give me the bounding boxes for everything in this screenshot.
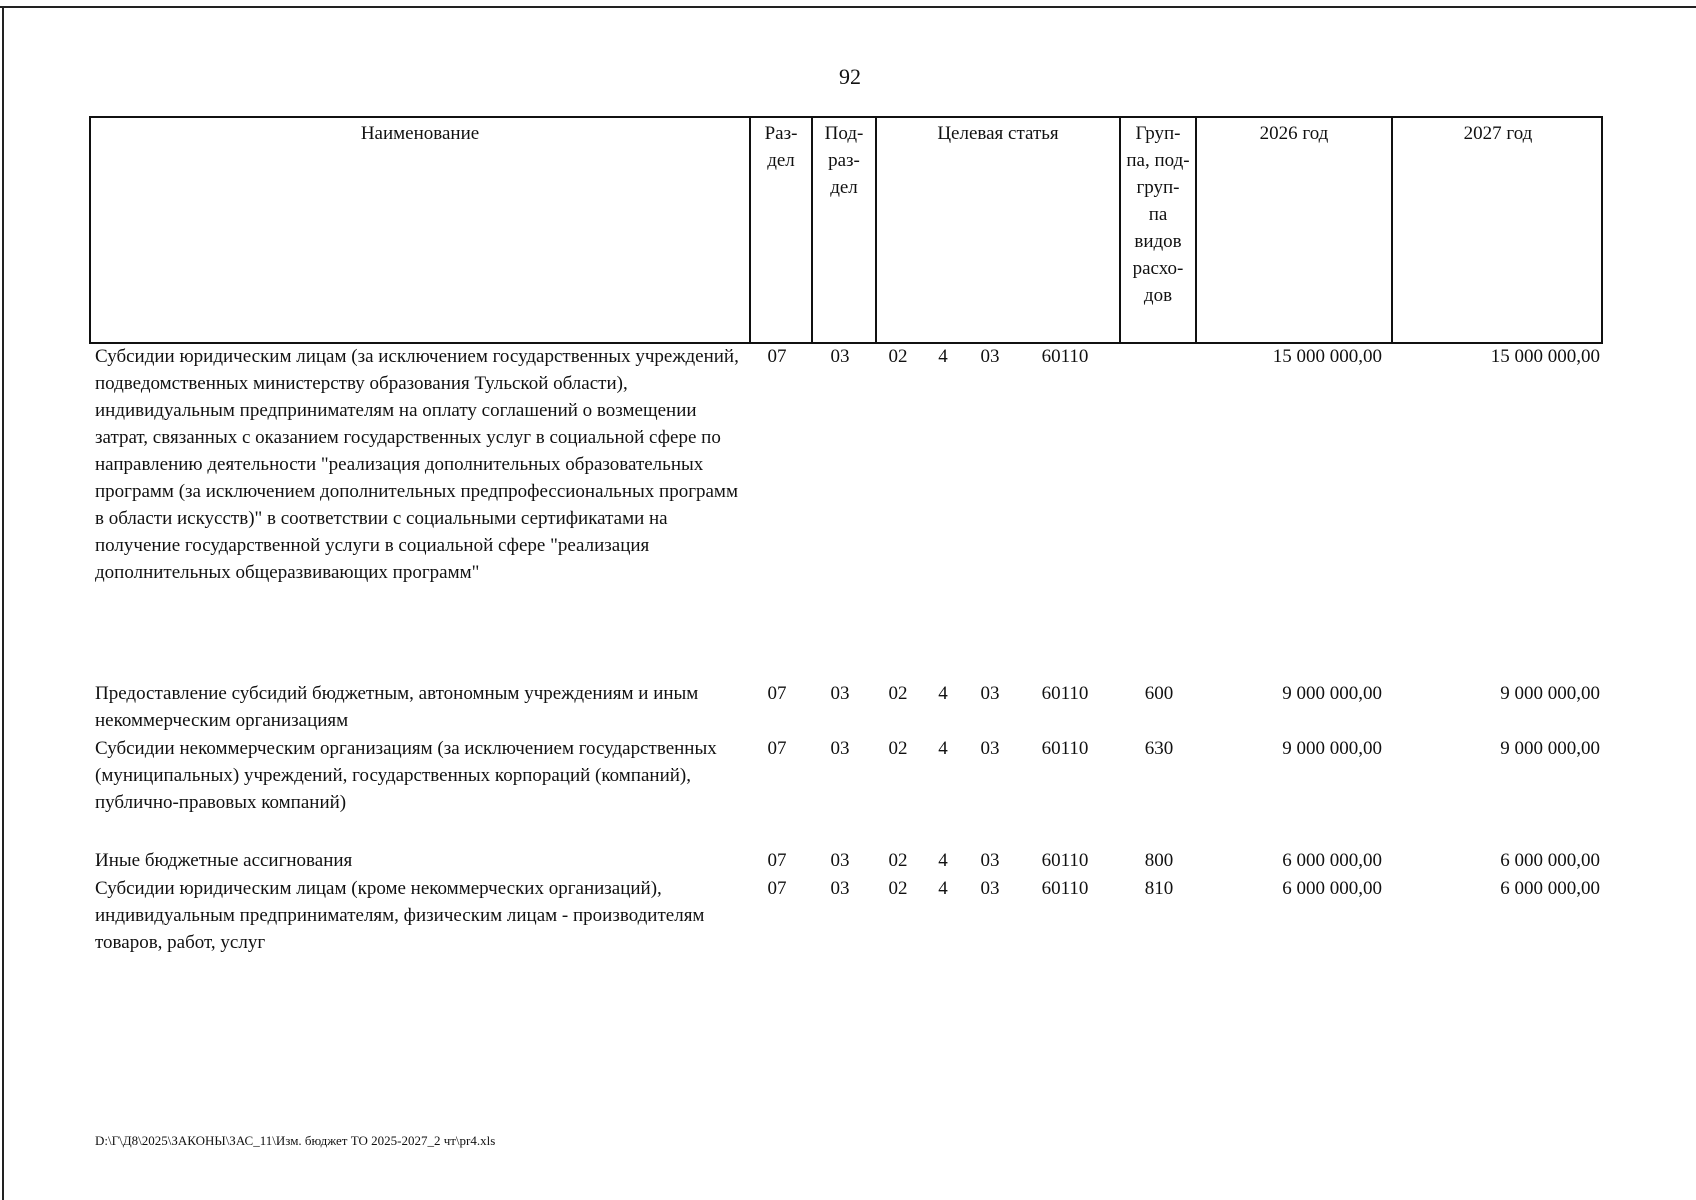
row-2027: 15 000 000,00 [1490, 346, 1600, 367]
row-target-code: 60110 [1041, 346, 1089, 367]
row-podrazdel: 03 [830, 878, 850, 899]
row-target-sub: 03 [980, 738, 1000, 759]
row-2026: 15 000 000,00 [1272, 346, 1382, 367]
row-podrazdel: 03 [830, 346, 850, 367]
row-2026: 9 000 000,00 [1282, 683, 1382, 704]
row-target-program: 02 [888, 878, 908, 899]
page-number: 92 [839, 64, 861, 89]
row-target-sub: 03 [980, 850, 1000, 871]
page-border-top [0, 6, 1696, 8]
row-razdel: 07 [767, 738, 787, 759]
row-target-code: 60110 [1041, 683, 1089, 704]
header-group: Груп- па, под- груп- па видов расхо- дов [1126, 123, 1190, 306]
row-target-sub: 03 [980, 683, 1000, 704]
row-group: 800 [1144, 850, 1174, 871]
row-target-program: 02 [888, 346, 908, 367]
row-target-type: 4 [938, 850, 948, 871]
row-name: Предоставление субсидий бюджетным, автономным учреждениям и иным некоммерческим организациям [95, 683, 699, 731]
row-target-code: 60110 [1041, 738, 1089, 759]
header-2026: 2026 год [1259, 123, 1329, 144]
row-target-type: 4 [938, 346, 948, 367]
row-podrazdel: 03 [830, 738, 850, 759]
row-target-type: 4 [938, 683, 948, 704]
row-podrazdel: 03 [830, 850, 850, 871]
row-target-code: 60110 [1041, 878, 1089, 899]
row-2027: 6 000 000,00 [1500, 850, 1600, 871]
row-razdel: 07 [767, 683, 787, 704]
row-name: Субсидии юридическим лицам (кроме некоммерческих организаций), индивидуальным предпринимателям, физическим лицам - производителям товаров, работ, услуг [95, 878, 705, 953]
row-2026: 6 000 000,00 [1282, 850, 1382, 871]
header-name: Наименование [360, 123, 480, 144]
row-2027: 6 000 000,00 [1500, 878, 1600, 899]
row-2027: 9 000 000,00 [1500, 683, 1600, 704]
row-group: 600 [1144, 683, 1174, 704]
row-name: Иные бюджетные ассигнования [95, 850, 353, 871]
row-target-type: 4 [938, 878, 948, 899]
row-target-sub: 03 [980, 346, 1000, 367]
header-razdel: Раз- дел [764, 123, 798, 171]
row-name: Субсидии юридическим лицам (за исключением государственных учреждений, подведомственных министерству образования Тульской области), индивидуальным предпринимателям на оплату соглашений о возмещении затрат, связанных с оказанием государственных услуг в социальной сфере по направлению деятельности "реализация дополнительных образовательных программ (за исключением дополнительных предпрофессиональных программ в области искусств)" в соответствии с социальными сертификатами на получение государственной услуги в социальной сфере "реализация дополнительных общеразвивающих программ" [95, 346, 739, 583]
row-2027: 9 000 000,00 [1500, 738, 1600, 759]
row-2026: 9 000 000,00 [1282, 738, 1382, 759]
header-podrazdel: Под- раз- дел [824, 123, 864, 198]
row-target-sub: 03 [980, 878, 1000, 899]
row-2026: 6 000 000,00 [1282, 878, 1382, 899]
row-razdel: 07 [767, 878, 787, 899]
row-target-code: 60110 [1041, 850, 1089, 871]
row-razdel: 07 [767, 850, 787, 871]
row-group: 630 [1144, 738, 1174, 759]
file-path-footer: D:\Г\Д8\2025\ЗАКОНЫ\ЗАС_11\Изм. бюджет ТО 2025-2027_2 чт\pr4.xls [95, 1133, 496, 1148]
row-target-type: 4 [938, 738, 948, 759]
row-target-program: 02 [888, 738, 908, 759]
row-target-program: 02 [888, 683, 908, 704]
page-border-left [2, 6, 4, 1200]
row-group: 810 [1144, 878, 1174, 899]
row-podrazdel: 03 [830, 683, 850, 704]
row-razdel: 07 [767, 346, 787, 367]
row-name: Субсидии некоммерческим организациям (за исключением государственных (муниципальных) учреждений, государственных корпораций (компаний), публично-правовых компаний) [95, 738, 717, 813]
row-target-program: 02 [888, 850, 908, 871]
table-header [89, 116, 1603, 344]
header-2027: 2027 год [1463, 123, 1533, 144]
header-target: Целевая статья [937, 123, 1059, 144]
